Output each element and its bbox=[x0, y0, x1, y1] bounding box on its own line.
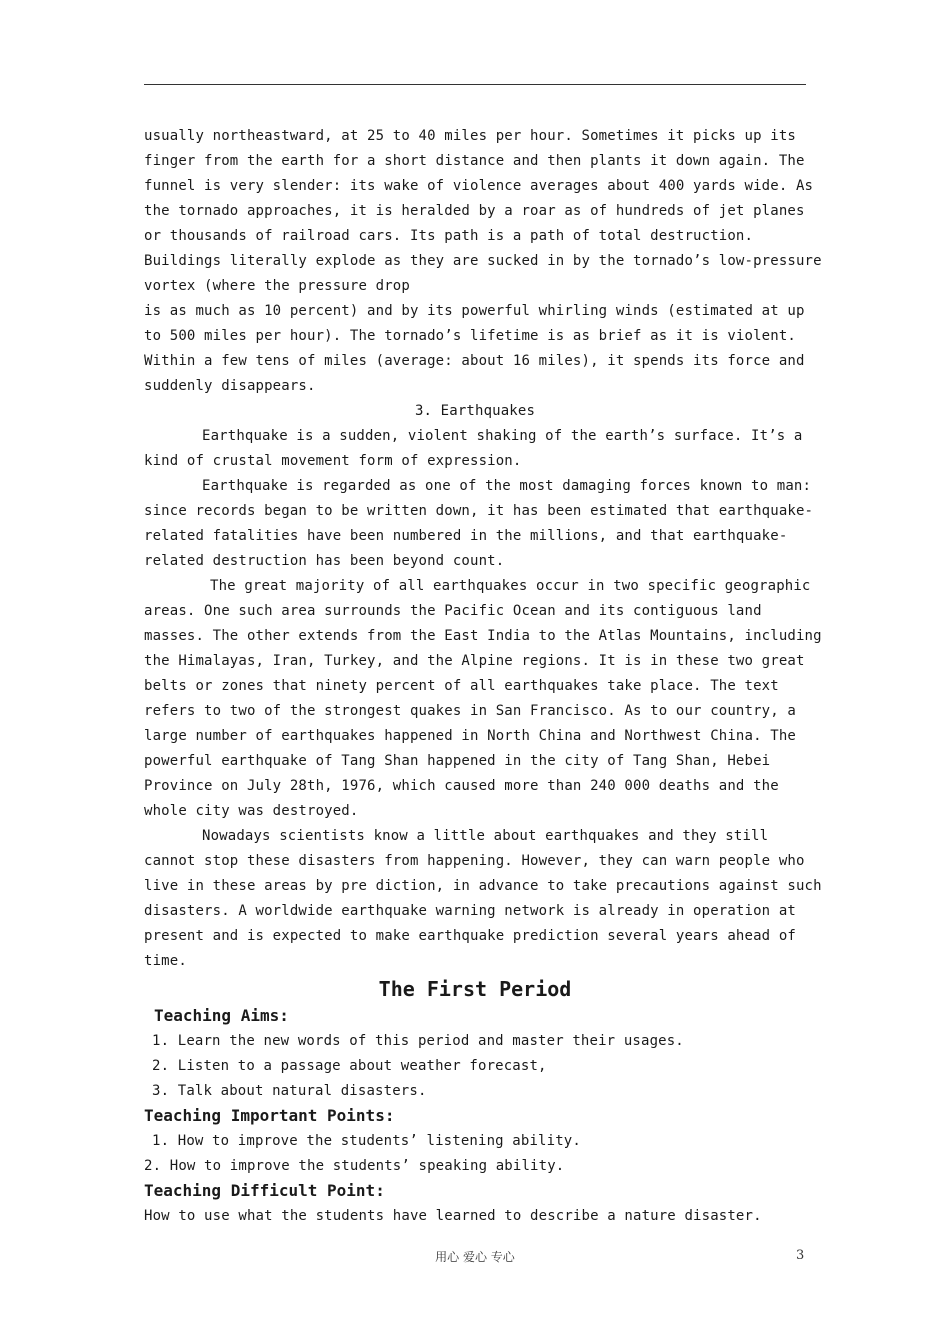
text-line: disasters. A worldwide earthquake warning network is already in operation at bbox=[144, 903, 796, 919]
important-item: 2. How to improve the students’ speaking ability. bbox=[144, 1158, 565, 1174]
earthquake-paragraph-3 bbox=[144, 574, 822, 824]
text-line: powerful earthquake of Tang Shan happened in the city of Tang Shan, Hebei bbox=[144, 753, 771, 769]
text-line: large number of earthquakes happened in North China and Northwest China. The bbox=[144, 728, 796, 744]
text-line: refers to two of the strongest quakes in San Francisco. As to our country, a bbox=[144, 703, 796, 719]
text-line: Earthquake is regarded as one of the most damaging forces known to man: bbox=[202, 478, 812, 494]
text-line: the Himalayas, Iran, Turkey, and the Alpine regions. It is in these two great bbox=[144, 653, 805, 669]
text-line: is as much as 10 percent) and by its powerful whirling winds (estimated at up bbox=[144, 303, 805, 319]
text-line: belts or zones that ninety percent of all earthquakes take place. The text bbox=[144, 678, 779, 694]
text-line: or thousands of railroad cars. Its path is a path of total destruction. bbox=[144, 228, 754, 244]
earthquake-paragraph-1 bbox=[144, 424, 806, 474]
aim-item: 2. Listen to a passage about weather forecast, bbox=[152, 1058, 547, 1074]
text-line: whole city was destroyed. bbox=[144, 803, 359, 819]
text-line: finger from the earth for a short distance and then plants it down again. The bbox=[144, 153, 805, 169]
header-rule bbox=[144, 84, 806, 85]
text-line: suddenly disappears. bbox=[144, 378, 316, 394]
text-line: Earthquake is a sudden, violent shaking of the earth’s surface. It’s a bbox=[202, 428, 803, 444]
text-line: areas. One such area surrounds the Pacific Ocean and its contiguous land bbox=[144, 603, 762, 619]
aim-item: 1. Learn the new words of this period and master their usages. bbox=[152, 1033, 684, 1049]
text-line: related destruction has been beyond count. bbox=[144, 553, 505, 569]
text-line: masses. The other extends from the East India to the Atlas Mountains, including bbox=[144, 628, 822, 644]
text-line: Buildings literally explode as they are sucked in by the tornado’s low-pressure bbox=[144, 253, 822, 269]
period-title: The First Period bbox=[378, 977, 572, 1001]
difficult-point-heading: Teaching Difficult Point: bbox=[144, 1181, 385, 1200]
tornado-paragraph bbox=[144, 124, 822, 399]
earthquake-paragraph-2 bbox=[144, 474, 814, 574]
text-line: Within a few tens of miles (average: about 16 miles), it spends its force and bbox=[144, 353, 805, 369]
text-line: The great majority of all earthquakes occur in two specific geographic bbox=[210, 578, 811, 594]
text-line: since records began to be written down, it has been estimated that earthquake- bbox=[144, 503, 814, 519]
important-item: 1. How to improve the students’ listening ability. bbox=[152, 1133, 581, 1149]
section-title: 3. Earthquakes bbox=[414, 403, 536, 419]
aim-item: 3. Talk about natural disasters. bbox=[152, 1083, 427, 1099]
text-line: Province on July 28th, 1976, which caused more than 240 000 deaths and the bbox=[144, 778, 779, 794]
important-points-heading: Teaching Important Points: bbox=[144, 1106, 395, 1125]
text-line: present and is expected to make earthquake prediction several years ahead of bbox=[144, 928, 796, 944]
text-line: Nowadays scientists know a little about earthquakes and they still bbox=[202, 828, 769, 844]
text-line: time. bbox=[144, 953, 187, 969]
footer-motto: 用心 爱心 专心 bbox=[435, 1250, 515, 1264]
text-line: to 500 miles per hour). The tornado’s lifetime is as brief as it is violent. bbox=[144, 328, 796, 344]
text-line: the tornado approaches, it is heralded by a roar as of hundreds of jet planes bbox=[144, 203, 805, 219]
earthquake-paragraph-4 bbox=[144, 824, 822, 974]
text-line: live in these areas by pre diction, in advance to take precautions against such bbox=[144, 878, 822, 894]
page-content bbox=[144, 124, 822, 1229]
text-line: related fatalities have been numbered in the millions, and that earthquake- bbox=[144, 528, 788, 544]
difficult-item: How to use what the students have learned to describe a nature disaster. bbox=[144, 1208, 762, 1224]
text-line: vortex (where the pressure drop bbox=[144, 278, 410, 294]
text-line: kind of crustal movement form of expression. bbox=[144, 453, 522, 469]
text-line: funnel is very slender: its wake of violence averages about 400 yards wide. As bbox=[144, 178, 814, 194]
teaching-aims-heading: Teaching Aims: bbox=[154, 1006, 289, 1025]
text-line: usually northeastward, at 25 to 40 miles per hour. Sometimes it picks up its bbox=[144, 128, 796, 144]
page-number: 3 bbox=[796, 1248, 805, 1263]
text-line: cannot stop these disasters from happening. However, they can warn people who bbox=[144, 853, 805, 869]
